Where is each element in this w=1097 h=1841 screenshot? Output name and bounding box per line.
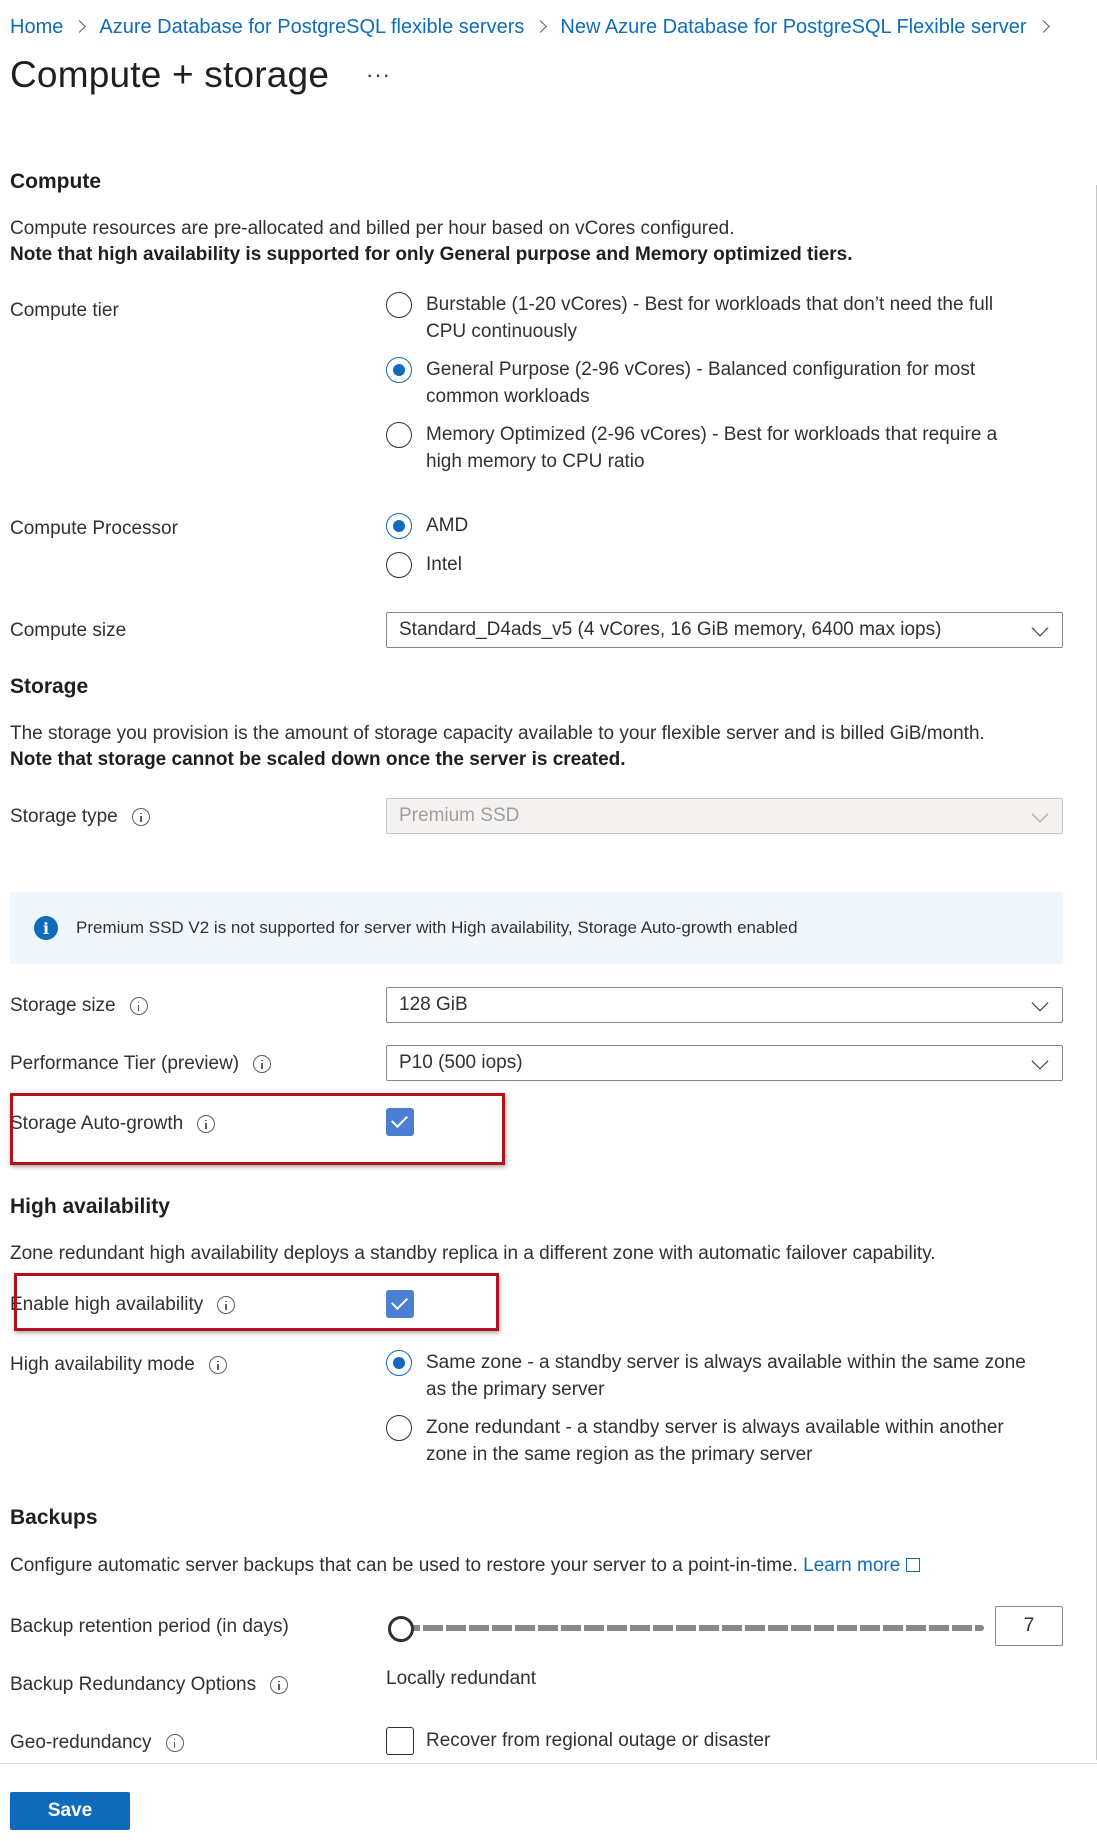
highlight-box-ha: [14, 1273, 499, 1331]
info-icon[interactable]: [132, 808, 150, 826]
compute-description: [10, 216, 1070, 268]
ha-mode-text: High availability mode: [10, 1354, 195, 1375]
compute-size-dropdown[interactable]: [386, 612, 1063, 648]
backup-redundancy-label: [10, 1674, 288, 1696]
storage-size-text: Storage size: [10, 995, 116, 1016]
compute-desc-text: Compute resources are pre-allocated and billed per hour based on vCores configured.: [10, 218, 735, 239]
storage-type-value: Premium SSD: [399, 805, 520, 826]
footer-divider: [0, 1763, 1097, 1764]
storage-desc-text: The storage you provision is the amount of storage capacity available to your flexible server and is billed GiB/month.: [10, 723, 985, 744]
storage-type-dropdown: [386, 798, 1063, 834]
radio-general-purpose[interactable]: [386, 357, 412, 383]
enable-ha-text: Enable high availability: [10, 1294, 204, 1315]
radio-zone-redundant[interactable]: [386, 1415, 412, 1441]
backup-retention-label: Backup retention period (in days): [10, 1616, 289, 1637]
geo-redundancy-label: [10, 1732, 184, 1754]
retention-value-input[interactable]: 7: [995, 1606, 1063, 1646]
breadcrumb: [10, 14, 1063, 40]
compute-tier-option-general-purpose[interactable]: [386, 357, 1026, 410]
storage-note: Note that storage cannot be scaled down once the server is created.: [10, 749, 626, 770]
ha-mode-option-zone-redundant[interactable]: [386, 1415, 1026, 1468]
storage-autogrowth-text: Storage Auto-growth: [10, 1113, 184, 1134]
radio-label: Memory Optimized (2-96 vCores) - Best for workloads that require a high memory to CPU ratio: [426, 424, 998, 472]
storage-description: [10, 721, 1070, 773]
performance-tier-value: P10 (500 iops): [399, 1052, 523, 1073]
storage-size-value: 128 GiB: [399, 994, 468, 1015]
chevron-down-icon: [1032, 806, 1049, 823]
external-link-icon: [906, 1558, 920, 1572]
learn-more-link[interactable]: Learn more: [803, 1555, 901, 1576]
chevron-down-icon: [1032, 995, 1049, 1012]
ha-mode-label: [10, 1354, 227, 1376]
retention-slider-thumb[interactable]: [388, 1616, 414, 1642]
radio-burstable[interactable]: [386, 292, 412, 318]
radio-amd[interactable]: [386, 513, 412, 539]
breadcrumb-home[interactable]: Home: [10, 15, 64, 38]
processor-option-intel[interactable]: [386, 552, 1026, 578]
backups-description: [10, 1553, 1070, 1579]
info-icon[interactable]: [270, 1676, 288, 1694]
info-icon[interactable]: [130, 997, 148, 1015]
storage-size-dropdown[interactable]: [386, 987, 1063, 1023]
radio-intel[interactable]: [386, 552, 412, 578]
chevron-right-icon: [75, 20, 87, 34]
compute-section-title: Compute: [10, 170, 101, 193]
info-message-text: Premium SSD V2 is not supported for server with High availability, Storage Auto-growth enabled: [76, 918, 798, 937]
geo-redundancy-option: Recover from regional outage or disaster: [426, 1730, 771, 1751]
compute-note: Note that high availability is supported for only General purpose and Memory optimized tiers.: [10, 244, 853, 265]
processor-option-amd[interactable]: [386, 513, 1026, 539]
compute-tier-option-memory-optimized[interactable]: [386, 422, 1026, 475]
geo-redundancy-checkbox[interactable]: [386, 1727, 414, 1755]
page-title: Compute + storage: [10, 54, 330, 95]
radio-memory-optimized[interactable]: [386, 422, 412, 448]
info-message-bar: [10, 892, 1063, 964]
radio-label: Burstable (1-20 vCores) - Best for workloads that don’t need the full CPU continuously: [426, 294, 994, 342]
save-button[interactable]: Save: [10, 1792, 130, 1830]
storage-type-label: [10, 806, 150, 828]
performance-tier-dropdown[interactable]: [386, 1045, 1063, 1081]
compute-size-label: Compute size: [10, 620, 127, 641]
radio-same-zone[interactable]: [386, 1350, 412, 1376]
storage-size-label: [10, 995, 148, 1017]
radio-label: Same zone - a standby server is always available within the same zone as the primary server: [426, 1352, 1026, 1400]
info-filled-icon: i: [34, 916, 58, 940]
geo-redundancy-text: Geo-redundancy: [10, 1732, 152, 1753]
performance-tier-text: Performance Tier (preview): [10, 1053, 240, 1074]
radio-label: AMD: [426, 515, 469, 536]
backups-section-title: Backups: [10, 1506, 98, 1529]
info-icon[interactable]: [209, 1356, 227, 1374]
compute-processor-label: Compute Processor: [10, 518, 178, 539]
more-options-icon[interactable]: ···: [366, 62, 391, 87]
highlight-box-autogrowth: [10, 1093, 505, 1165]
compute-tier-label: Compute tier: [10, 300, 119, 321]
breadcrumb-new-server[interactable]: New Azure Database for PostgreSQL Flexible server: [560, 15, 1027, 38]
info-icon[interactable]: [253, 1055, 271, 1073]
compute-size-value: Standard_D4ads_v5 (4 vCores, 16 GiB memory, 6400 max iops): [399, 619, 942, 640]
chevron-down-icon: [1032, 1053, 1049, 1070]
storage-section-title: Storage: [10, 675, 89, 698]
radio-label: Intel: [426, 554, 462, 575]
ha-mode-option-same-zone[interactable]: [386, 1350, 1026, 1403]
radio-label: General Purpose (2-96 vCores) - Balanced configuration for most common workloads: [426, 359, 976, 407]
radio-label: Zone redundant - a standby server is always available within another zone in the same region as the primary server: [426, 1417, 1004, 1465]
backup-redundancy-value: Locally redundant: [386, 1668, 536, 1689]
ha-description: Zone redundant high availability deploys a standby replica in a different zone with automatic failover capability.: [10, 1243, 936, 1264]
compute-tier-option-burstable[interactable]: [386, 292, 1026, 345]
chevron-down-icon: [1032, 620, 1049, 637]
retention-slider-track[interactable]: [400, 1625, 984, 1631]
info-icon[interactable]: [166, 1734, 184, 1752]
backups-desc-text: Configure automatic server backups that can be used to restore your server to a point-in-time.: [10, 1555, 798, 1576]
breadcrumb-postgresql-servers[interactable]: Azure Database for PostgreSQL flexible servers: [99, 15, 525, 38]
storage-type-text: Storage type: [10, 806, 118, 827]
performance-tier-label: [10, 1053, 271, 1075]
chevron-right-icon: [536, 20, 548, 34]
ha-section-title: High availability: [10, 1195, 170, 1218]
chevron-right-icon: [1039, 20, 1051, 34]
backup-redundancy-text: Backup Redundancy Options: [10, 1674, 257, 1695]
